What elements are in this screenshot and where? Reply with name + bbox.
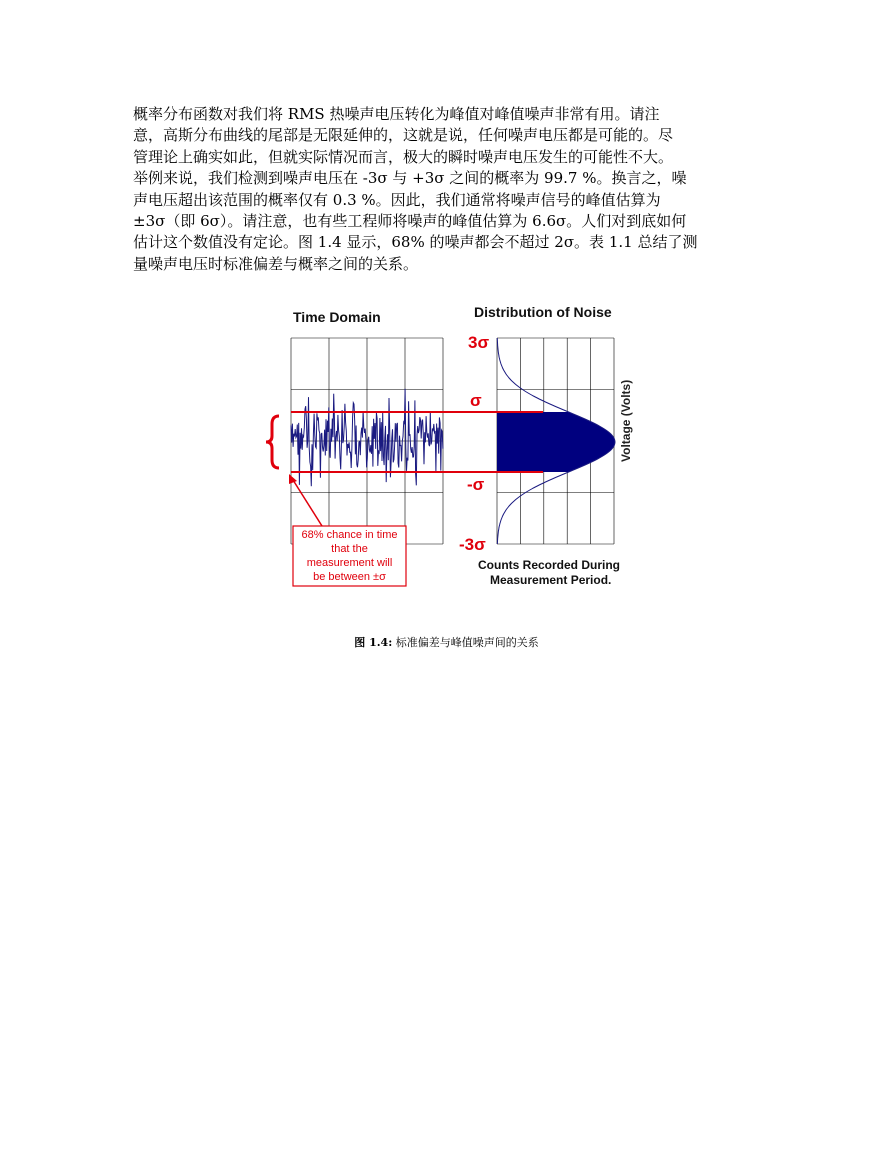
paragraph-line: 意，高斯分布曲线的尾部是无限延伸的，这就是说，任何噪声电压都是可能的。尽 [133, 126, 674, 145]
callout-line: be between ±σ [313, 571, 386, 583]
x-axis-label-line2: Measurement Period. [490, 573, 612, 587]
time-domain-title: Time Domain [293, 309, 381, 325]
distribution-title: Distribution of Noise [474, 304, 612, 320]
noise-figure [262, 298, 642, 598]
callout-line: measurement will [306, 557, 393, 569]
paragraph-line: 估计这个数值没有定论。图 1.4 显示，68% 的噪声都会不超过 2σ。表 1.1 总结了测 [133, 233, 698, 252]
gaussian-filled-region [497, 412, 615, 472]
red-brace-icon [266, 416, 279, 468]
label-minus-3-sigma: -3σ [459, 535, 486, 554]
caption-number: 图 1.4: [354, 636, 393, 649]
x-axis-label-line1: Counts Recorded During [478, 558, 621, 572]
callout-line: 68% chance in time [301, 529, 398, 541]
y-axis-label: Voltage (Volts) [619, 379, 633, 462]
callout-arrow-line [293, 480, 322, 526]
label-plus-3-sigma: 3σ [468, 333, 490, 352]
noise-figure-svg [262, 298, 642, 598]
body-paragraph [133, 104, 773, 275]
paragraph-line: ±3σ（即 6σ）。请注意，也有些工程师将噪声的峰值估算为 6.6σ。人们对到底如何 [133, 212, 687, 231]
callout-line: that the [331, 543, 368, 555]
figure-caption [0, 634, 893, 650]
caption-text: 标准偏差与峰值噪声间的关系 [395, 636, 539, 649]
label-minus-sigma: -σ [467, 475, 485, 494]
label-plus-sigma: σ [470, 391, 482, 410]
paragraph-line: 概率分布函数对我们将 RMS 热噪声电压转化为峰值对峰值噪声非常有用。请注 [133, 105, 660, 123]
paragraph-line: 举例来说，我们检测到噪声电压在 -3σ 与 +3σ 之间的概率为 99.7 %。换言之，噪 [133, 169, 687, 188]
paragraph-line: 声电压超出该范围的概率仅有 0.3 %。因此，我们通常将噪声信号的峰值估算为 [133, 190, 661, 209]
paragraph-line: 量噪声电压时标准偏差与概率之间的关系。 [133, 254, 419, 273]
callout-arrow-head-icon [289, 474, 297, 484]
paragraph-line: 管理论上确实如此，但就实际情况而言，极大的瞬时噪声电压发生的可能性不大。 [133, 147, 674, 166]
